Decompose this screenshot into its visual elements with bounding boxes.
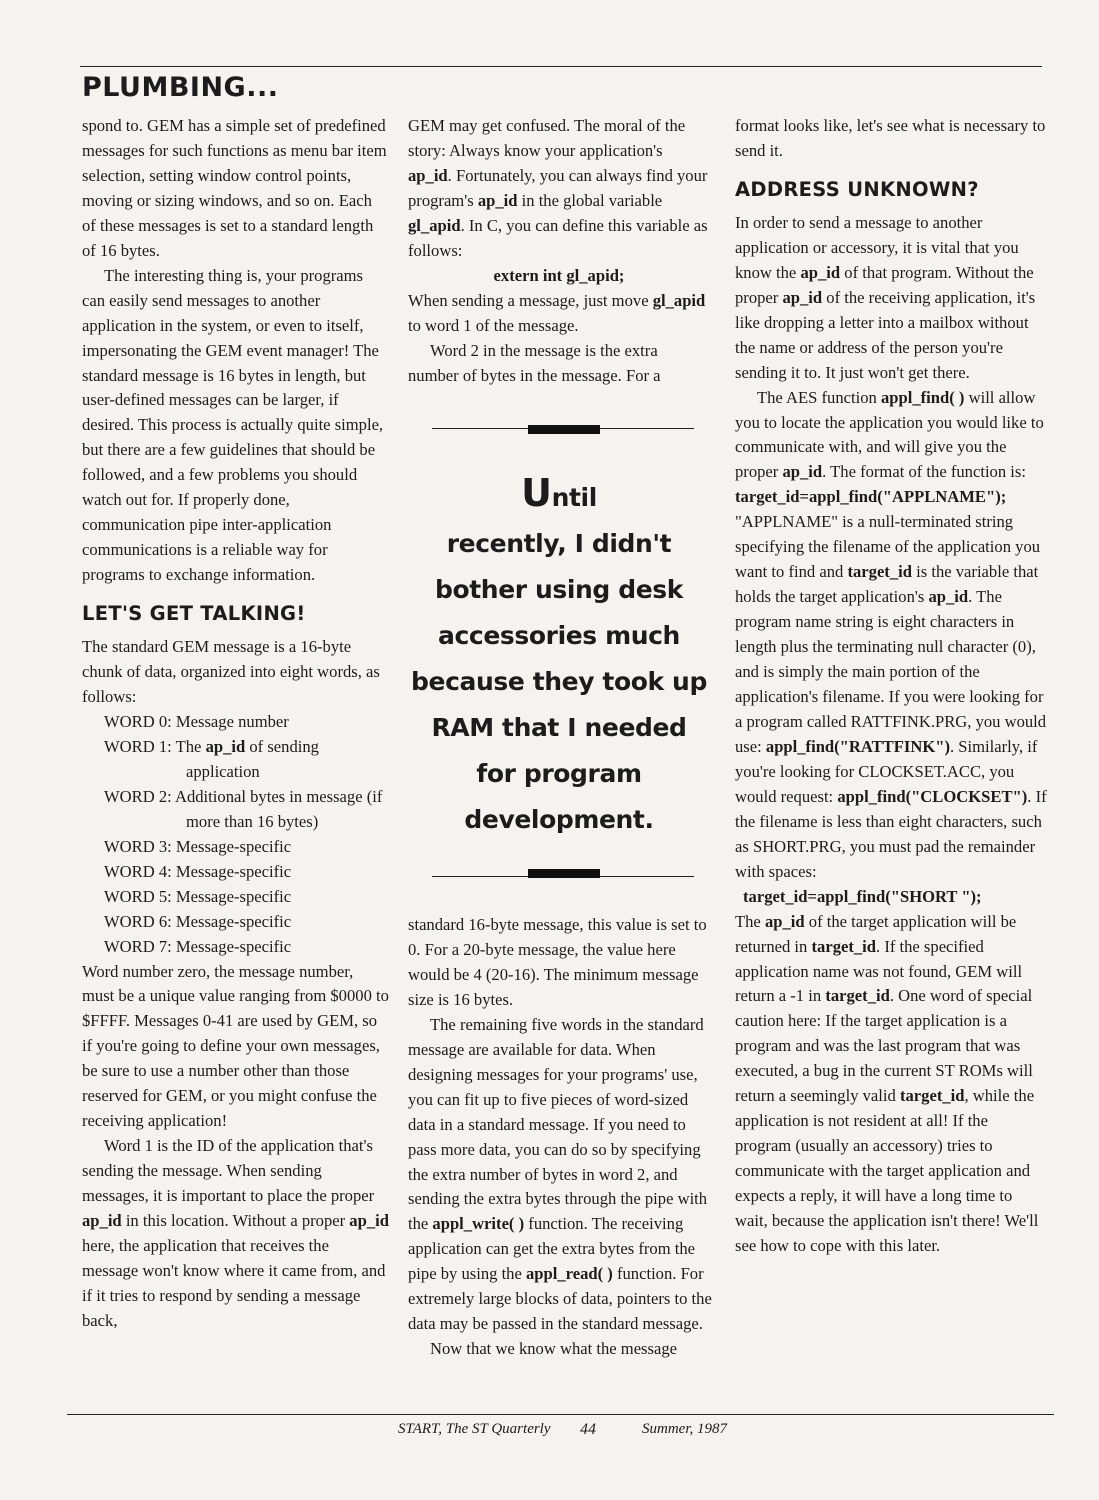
pull-quote-body: recently, I didn't bother using desk accessories much because they took up RAM that I needed for program development.	[411, 529, 707, 834]
code-term: target_id=appl_find("SHORT ");	[743, 886, 982, 906]
paragraph: Word number zero, the message number, must be a unique value ranging from $0000 to $FFFF. Messages 0-41 are used by GEM, so if you're going to define your own messages, be sure to use a number other than those reserved for GEM, or you might confuse the receiving application!	[82, 961, 389, 1131]
text: The	[735, 911, 765, 931]
text: When sending a message, just move	[408, 290, 653, 310]
list-item: WORD 7: Message-specific	[104, 936, 292, 956]
paragraph: format looks like, let's see what is necessary to send it.	[735, 116, 1046, 160]
paragraph	[735, 910, 1047, 1259]
text: , while the application is not resident at all! If the program (usually an accessory) tries to communicate with the target application and expects a reply, it will have a long time to wait, because the application isn't there! We'll see how to cope with this later.	[735, 1086, 1039, 1255]
list-item: WORD 4: Message-specific	[104, 861, 292, 881]
code-term: ap_id	[764, 911, 805, 931]
text: . Fortunately, you can always find your program's	[408, 165, 708, 210]
text: . In C, you can define this variable as follows:	[408, 215, 708, 260]
column-2-continued	[408, 913, 712, 1362]
message-word-list	[82, 710, 389, 960]
text: The remaining five words in the standard message are available for data. When designing messages for your programs' use, you can fit up to five pieces of word-sized data in a standard message. If you need to pass more data, you can do so by specifying the extra number of bytes in word 2, and sending the extra bytes through the pipe with the	[408, 1014, 708, 1234]
code-term: ap_id	[782, 287, 823, 307]
text: in the global variable	[517, 190, 663, 210]
code-term: ap_id	[205, 736, 246, 756]
pull-quote-top-rule	[432, 428, 694, 429]
text: here, the application that receives the message won't know where it came from, and if it tries to respond by sending a message back,	[82, 1235, 386, 1330]
paragraph	[408, 114, 710, 264]
code-term: ap_id	[782, 462, 823, 482]
text: . One word of special caution here: If the target application is a program and was the last program that was executed, a bug in the current ST ROMs will return a seemingly valid	[735, 986, 1033, 1106]
text: Word 1 is the ID of the application that's sending the message. When sending messages, it is important to place the proper	[82, 1136, 375, 1206]
text: in this location. Without a proper	[121, 1211, 350, 1231]
text: is the variable that holds the target application's	[735, 562, 1039, 607]
code-term: target_id	[811, 936, 877, 956]
code-term: target_id	[847, 562, 912, 582]
footer-issue: Summer, 1987	[642, 1421, 727, 1437]
pull-quote-text	[408, 470, 710, 843]
page-title: PLUMBING...	[82, 72, 279, 103]
paragraph	[408, 1013, 712, 1337]
code-term: target_id	[825, 986, 890, 1006]
text: GEM may get confused. The moral of the story: Always know your application's	[408, 116, 686, 160]
list-item: WORD 0: Message number	[104, 711, 289, 731]
code-term: ap_id	[349, 1211, 389, 1231]
footer-rule	[67, 1414, 1054, 1415]
code-line	[408, 264, 710, 289]
section-heading-address-unknown: ADDRESS UNKNOWN?	[735, 177, 979, 201]
code-term: extern int gl_apid;	[493, 265, 625, 285]
paragraph: Now that we know what the message	[430, 1339, 678, 1359]
list-text: WORD 1: The	[104, 736, 206, 756]
column-3	[735, 114, 1047, 1259]
code-term: appl_find("CLOCKSET")	[837, 786, 1028, 806]
list-text: of sending application	[186, 736, 319, 781]
code-term: ap_id	[928, 587, 969, 607]
text: of the receiving application, it's like dropping a letter into a mailbox without the name or address of the person you're sending it to. It just won't get there.	[735, 287, 1036, 382]
list-item	[82, 735, 389, 785]
paragraph: spond to. GEM has a simple set of predefined messages for such functions as menu bar item selection, setting window control points, moving or sizing windows, and so on. Each of these messages is set to a standard length of 16 bytes.	[82, 116, 387, 260]
pull-quote	[408, 414, 710, 894]
paragraph: standard 16-byte message, this value is set to 0. For a 20-byte message, the value here would be 4 (20-16). The minimum message size is 16 bytes.	[408, 915, 707, 1009]
paragraph: The standard GEM message is a 16-byte chunk of data, organized into eight words, as follows:	[82, 637, 380, 707]
code-term: gl_apid	[652, 290, 706, 310]
list-item: WORD 2: Additional bytes in message (if more than 16 bytes)	[104, 786, 383, 831]
rule-block	[528, 425, 600, 434]
paragraph	[82, 1134, 389, 1334]
text: . If the specified application name was not found, GEM will return a -1 in	[735, 936, 1023, 1006]
text: of that program. Without the proper	[735, 262, 1034, 307]
text: to word 1 of the message.	[408, 315, 579, 335]
code-term: gl_apid	[408, 215, 461, 235]
text: . The format of the function is:	[822, 462, 1026, 482]
page-number: 44	[580, 1421, 596, 1438]
text: will allow you to locate the application you would like to communicate with, and will give you the proper	[735, 387, 1044, 482]
drop-cap: U	[521, 471, 552, 515]
code-term: appl_write( )	[432, 1214, 525, 1234]
code-term: appl_find("RATTFINK")	[765, 736, 950, 756]
text: In order to send a message to another application or accessory, it is vital that you know the	[735, 212, 1019, 282]
code-term: ap_id	[408, 165, 448, 185]
text: "APPLNAME" is a null-terminated string specifying the filename of the application you want to find and	[735, 512, 1041, 582]
list-item: WORD 3: Message-specific	[104, 836, 292, 856]
text: of the target application will be returned in	[735, 911, 1017, 956]
text: . The program name string is eight characters in length plus the terminating null character (0), and is simply the main portion of the application's filename. If you were looking for a program called RATTFINK.PRG, you would use:	[735, 587, 1047, 756]
pull-quote-word: ntil	[551, 483, 597, 512]
list-item: WORD 6: Message-specific	[104, 911, 292, 931]
paragraph	[735, 510, 1047, 884]
code-line	[735, 485, 1047, 510]
code-term: ap_id	[82, 1211, 122, 1231]
text: function. For extremely large blocks of data, pointers to the data may be passed in the standard message.	[408, 1264, 712, 1334]
code-term: ap_id	[477, 190, 518, 210]
text: function. The receiving application can get the extra bytes from the pipe by using the	[408, 1214, 696, 1284]
code-term: appl_read( )	[526, 1264, 613, 1284]
header-rule	[80, 66, 1042, 67]
text: . If the filename is less than eight characters, such as SHORT.PRG, you must pad the remainder with spaces:	[735, 786, 1047, 881]
text: The AES function	[757, 387, 881, 407]
footer-magazine: START, The ST Quarterly	[398, 1421, 551, 1437]
paragraph	[735, 211, 1047, 386]
paragraph: Word 2 in the message is the extra number of bytes in the message. For a	[408, 340, 661, 385]
paragraph: The interesting thing is, your programs can easily send messages to another application in the system, or even to itself, impersonating the GEM event manager! The standard message is 16 bytes in length, but user-defined messages can be larger, if desired. This process is actually quite simple, but there are a few guidelines that should be followed, and a few problems you should watch out for. If properly done, communication pipe inter-application communications is a reliable way for programs to exchange information.	[82, 265, 384, 585]
code-term: ap_id	[800, 262, 841, 282]
list-item: WORD 5: Message-specific	[104, 886, 292, 906]
column-2	[408, 114, 710, 388]
paragraph	[735, 386, 1047, 486]
code-term: target_id	[899, 1086, 965, 1106]
column-1	[82, 114, 389, 1334]
rule-block	[528, 869, 600, 878]
code-term: target_id=appl_find("APPLNAME");	[735, 487, 1007, 507]
text: . Similarly, if you're looking for CLOCKSET.ACC, you would request:	[735, 736, 1038, 806]
code-line	[735, 885, 1047, 910]
paragraph	[408, 289, 710, 339]
section-heading-lets-get-talking: LET'S GET TALKING!	[82, 602, 306, 626]
pull-quote-bottom-rule	[432, 876, 694, 877]
code-term: appl_find( )	[880, 387, 965, 407]
